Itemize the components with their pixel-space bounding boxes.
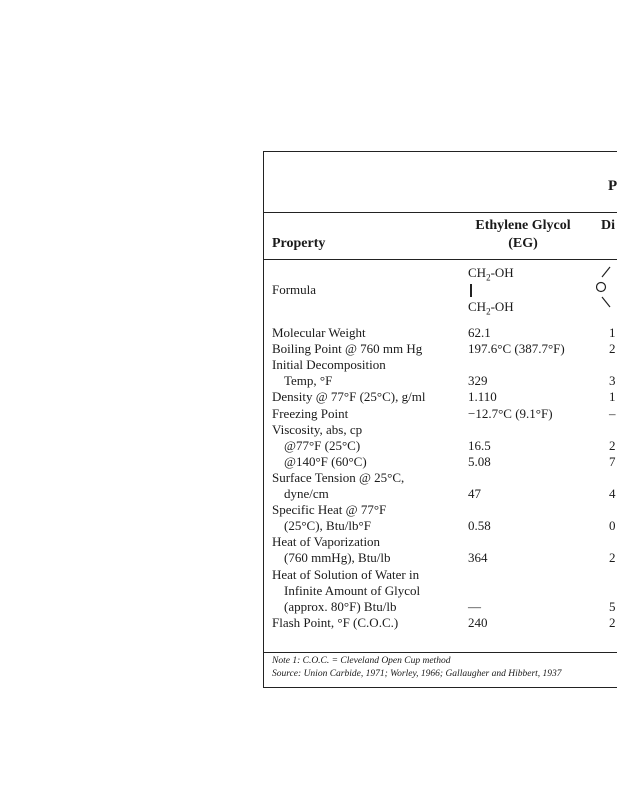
row-next-fragment: 7 — [609, 453, 616, 469]
row-label: Heat of Solution of Water in — [272, 566, 420, 582]
row-label: Boiling Point @ 760 mm Hg — [272, 341, 423, 357]
row-eg-value: 5.08 — [468, 453, 491, 469]
header-bottom-rule — [263, 259, 617, 260]
row-eg-value: 1.110 — [468, 389, 497, 405]
formula-eg-top: $CH_2-OH$ — [468, 265, 514, 283]
row-label: Temp, °F — [284, 373, 333, 389]
row-next-fragment: 2 — [609, 614, 616, 630]
row-label: @140°F (60°C) — [284, 453, 367, 469]
row-label: (approx. 80°F) Btu/lb — [284, 598, 397, 614]
row-label: Specific Heat @ 77°F — [272, 502, 387, 518]
row-eg-value: 240 — [468, 614, 488, 630]
row-next-fragment: 5 — [609, 598, 616, 614]
row-next-fragment: 4 — [609, 486, 616, 501]
row-label: Molecular Weight — [272, 325, 366, 340]
row-label: Freezing Point — [272, 405, 349, 421]
row-eg-value: −12.7°C (9.1°F) — [468, 405, 553, 421]
row-eg-value: 364 — [468, 550, 488, 566]
row-next-fragment: 2 — [609, 550, 616, 566]
formula-label: Formula — [272, 282, 317, 297]
row-next-fragment: 0 — [609, 518, 616, 534]
table-source: Source: Union Carbide, 1971; Worley, 1966; Gallaugher and Hibbert, 1937 — [272, 669, 562, 679]
row-label: Infinite Amount of Glycol — [284, 582, 421, 598]
footer-rule — [263, 652, 617, 653]
row-eg-value: 47 — [468, 486, 481, 501]
row-label: (760 mmHg), Btu/lb — [284, 550, 391, 566]
row-eg-value: 0.58 — [468, 518, 491, 534]
row-label: Initial Decomposition — [272, 357, 386, 373]
header-next-fragment: Di — [601, 218, 615, 233]
row-next-fragment: – — [609, 405, 616, 421]
row-label: Flash Point, °F (C.O.C.) — [272, 614, 399, 630]
row-label: Heat of Vaporization — [272, 534, 381, 550]
row-eg-value: 62.1 — [468, 325, 491, 340]
row-eg-value: 329 — [468, 373, 488, 389]
row-eg-value: 197.6°C (387.7°F) — [468, 341, 565, 357]
header-eg-line1: Ethylene Glycol — [475, 218, 571, 233]
table-title-fragment: P — [608, 178, 617, 194]
formula-bond-line — [470, 284, 472, 297]
row-next-fragment: 3 — [609, 373, 616, 389]
header-top-rule — [263, 212, 617, 213]
row-label: (25°C), Btu/lb°F — [284, 518, 371, 534]
row-next-fragment: 2 — [609, 437, 616, 453]
header-eg-line2: (EG) — [508, 236, 538, 251]
row-eg-value: 16.5 — [468, 437, 491, 453]
table-note: Note 1: C.O.C. = Cleveland Open Cup method — [272, 656, 451, 666]
header-property: Property — [272, 236, 326, 251]
row-next-fragment: 2 — [609, 341, 616, 357]
formula-eg-bottom: $CH_2-OH$ — [468, 299, 514, 317]
row-label: Density @ 77°F (25°C), g/ml — [272, 389, 426, 405]
row-label: dyne/cm — [284, 486, 329, 501]
row-label: @77°F (25°C) — [284, 437, 361, 453]
row-next-fragment: 1 — [609, 325, 616, 340]
row-next-fragment: 1 — [609, 389, 616, 405]
formula-fragment-structure — [596, 263, 617, 313]
row-label: Viscosity, abs, cp — [272, 421, 363, 437]
row-eg-value: — — [468, 598, 481, 614]
row-label: Surface Tension @ 25°C, — [272, 469, 405, 485]
